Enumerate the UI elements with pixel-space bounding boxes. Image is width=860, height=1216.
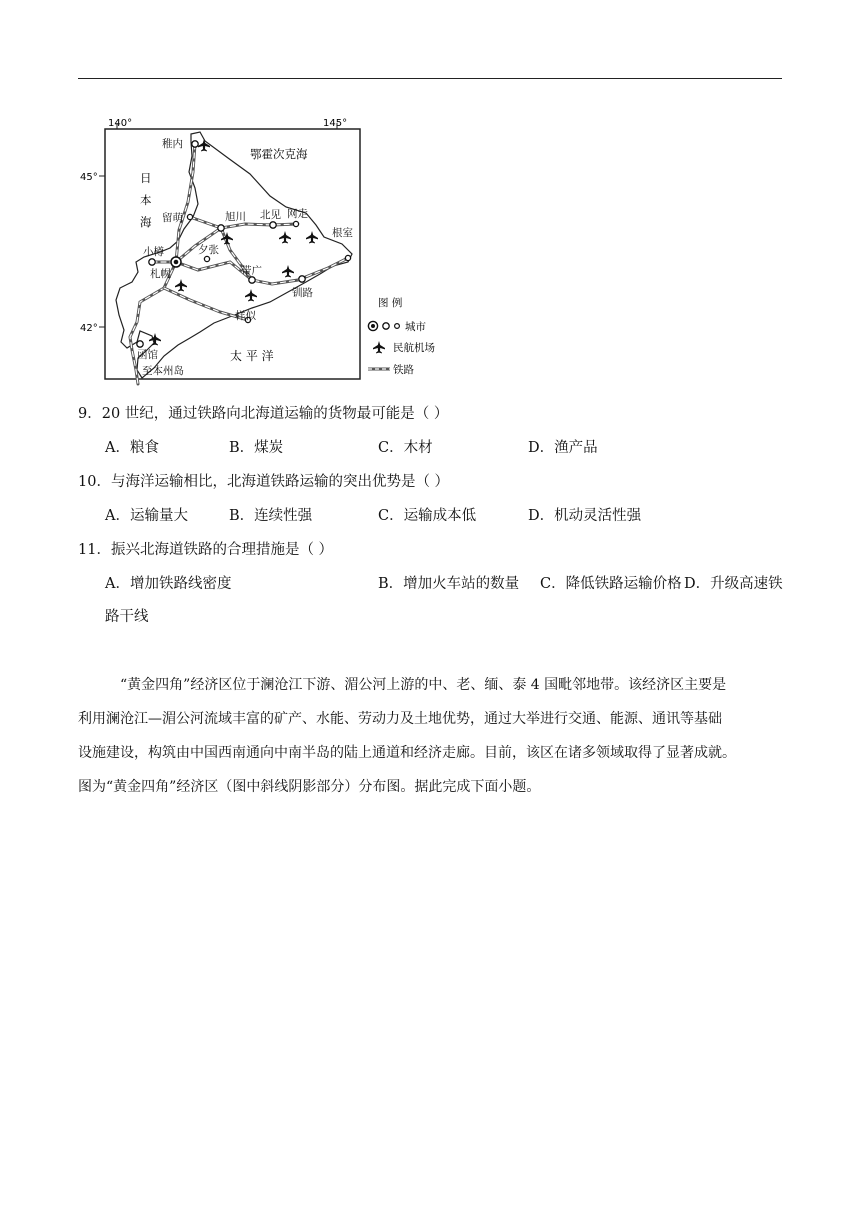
q9-option-c: C．木材	[378, 440, 433, 456]
passage-line-1: “黄金四角”经济区位于澜沧江下游、湄公河上游的中、老、缅、泰 4 国毗邻地带。该经济区主要是	[120, 677, 727, 693]
city-label-yubari: 夕张	[198, 244, 219, 256]
q11-option-a: A．增加铁路线密度	[105, 576, 232, 592]
q11-option-d-continued: 路干线	[105, 609, 149, 625]
hokkaido-map	[80, 112, 470, 387]
label-to-honshu: 至本州岛	[142, 365, 184, 377]
city-label-kitami: 北见	[260, 209, 281, 221]
q10-option-b: B．连续性强	[229, 508, 313, 524]
lat-label-45: 45°	[80, 172, 98, 183]
city-label-abashiri: 网走	[287, 208, 308, 220]
q11-option-d: D．升级高速铁	[684, 576, 783, 592]
header-rule	[78, 78, 782, 79]
q10-option-a: A．运输量大	[105, 508, 188, 524]
city-label-obihiro: 带广	[241, 265, 262, 277]
lon-label-140: 140°	[108, 118, 133, 129]
map-legend	[368, 296, 435, 376]
city-label-nemuro: 根室	[332, 227, 353, 239]
question-10: 10．与海洋运输相比，北海道铁路运输的突出优势是（ ）	[78, 474, 450, 490]
q11-option-c: C．降低铁路运输价格	[540, 576, 682, 592]
passage-line-2: 利用澜沧江—湄公河流域丰富的矿产、水能、劳动力及土地优势，通过大举进行交通、能源、通讯等基础	[78, 711, 722, 727]
city-label-hakodate: 函馆	[137, 349, 158, 361]
legend-railway: 铁路	[393, 364, 414, 376]
q10-option-c: C．运输成本低	[378, 508, 477, 524]
city-label-wakkanai: 稚内	[162, 138, 183, 150]
passage-line-3: 设施建设，构筑由中国西南通向中南半岛的陆上通道和经济走廊。目前，该区在诸多领域取得了显著成就。	[78, 745, 736, 761]
legend-airport-icon	[373, 341, 385, 353]
sea-label-okhotsk: 鄂霍次克海	[250, 147, 308, 161]
city-label-samani: 样似	[235, 310, 256, 322]
q10-option-d: D．机动灵活性强	[528, 508, 642, 524]
city-label-rumoi: 留萌	[162, 212, 183, 224]
question-9: 9．20 世纪，通过铁路向北海道运输的货物最可能是（ ）	[78, 406, 449, 422]
sea-label-japan-1: 日	[140, 171, 152, 185]
legend-title: 图 例	[378, 297, 403, 309]
lon-label-145: 145°	[323, 118, 348, 129]
q9-option-b: B．煤炭	[229, 440, 284, 456]
legend-city: 城市	[405, 321, 426, 333]
sea-label-japan-3: 海	[140, 215, 152, 229]
city-label-kushiro: 钏路	[292, 287, 313, 299]
city-label-otaru: 小樽	[143, 246, 164, 258]
lat-label-42: 42°	[80, 323, 98, 334]
passage-line-4: 图为“黄金四角”经济区（图中斜线阴影部分）分布图。据此完成下面小题。	[78, 779, 541, 795]
q11-option-b: B．增加火车站的数量	[378, 576, 520, 592]
sea-label-japan-2: 本	[140, 193, 152, 207]
question-11: 11．振兴北海道铁路的合理措施是（ ）	[78, 542, 334, 558]
q9-option-a: A．粮食	[105, 440, 159, 456]
legend-airport: 民航机场	[393, 342, 435, 354]
city-label-sapporo: 札幌	[150, 268, 171, 280]
q9-option-d: D．渔产品	[528, 440, 598, 456]
sea-label-pacific: 太 平 洋	[230, 349, 274, 363]
city-label-asahikawa: 旭川	[225, 211, 246, 223]
